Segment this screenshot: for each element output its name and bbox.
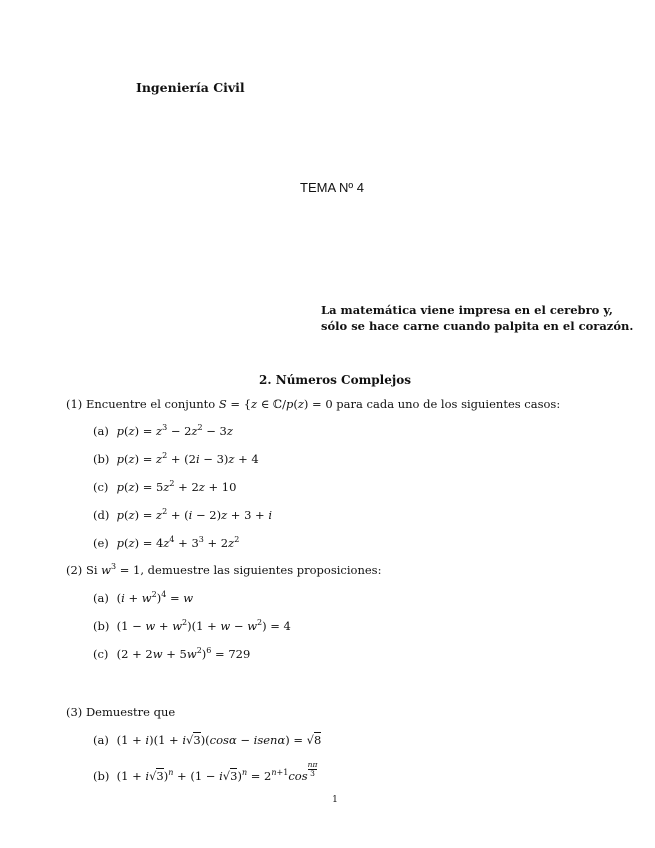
problem-1c: (c) $p(z) = 5z^2 + 2z + 10$ — [93, 479, 237, 494]
course-header: Ingeniería Civil — [136, 80, 245, 95]
problem-2-label: (2) — [66, 563, 83, 577]
problem-1a: (a) $p(z) = z^3 - 2z^2 - 3z$ — [93, 423, 233, 438]
tema-title: TEMA Nº 4 — [300, 180, 364, 195]
problem-1-label: (1) — [66, 397, 83, 411]
problem-1d: (d) $p(z) = z^2 + (i - 2)z + 3 + i$ — [93, 507, 273, 522]
epigraph-quote — [321, 302, 633, 334]
problem-3-label: (3) — [66, 705, 83, 719]
problem-2: (2) Si $w^3 = 1$, demuestre las siguientes proposiciones: — [66, 562, 382, 577]
problem-3b: (b) $(1 + i√3)^n + (1 - i√3)^n = 2^{n+1}\cos$ $\frac{n\pi}{3}$ — [93, 760, 318, 783]
problem-1: (1) Encuentre el conjunto S = {z ∈ ℂ/p(z) = 0 para cada uno de los siguientes casos: — [66, 397, 561, 411]
problem-2a: (a) $(i + w^2)^4 = w$ — [93, 590, 194, 605]
problem-2b: (b) $(1 - w + w^2)(1 + w - w^2) = 4$ — [93, 618, 291, 633]
problem-2c: (c) $(2 + 2w + 5w^2)^6 = 729$ — [93, 646, 251, 661]
problem-1b: (b) $p(z) = z^2 + (2i - 3)z + 4$ — [93, 451, 259, 466]
section-title: 2. Números Complejos — [259, 373, 411, 387]
quote-line-1: La matemática viene impresa en el cerebro y, — [321, 303, 613, 317]
quote-line-2: sólo se hace carne cuando palpita en el corazón. — [321, 319, 634, 333]
problem-1e: (e) $p(z) = 4z^4 + 3^3 + 2z^2$ — [93, 535, 240, 550]
problem-3a: (a) (1 + i)(1 + i√3)(cosα − isenα) = √8 — [93, 733, 322, 747]
page-number: 1 — [332, 795, 338, 805]
problem-3: (3) Demuestre que — [66, 705, 176, 719]
